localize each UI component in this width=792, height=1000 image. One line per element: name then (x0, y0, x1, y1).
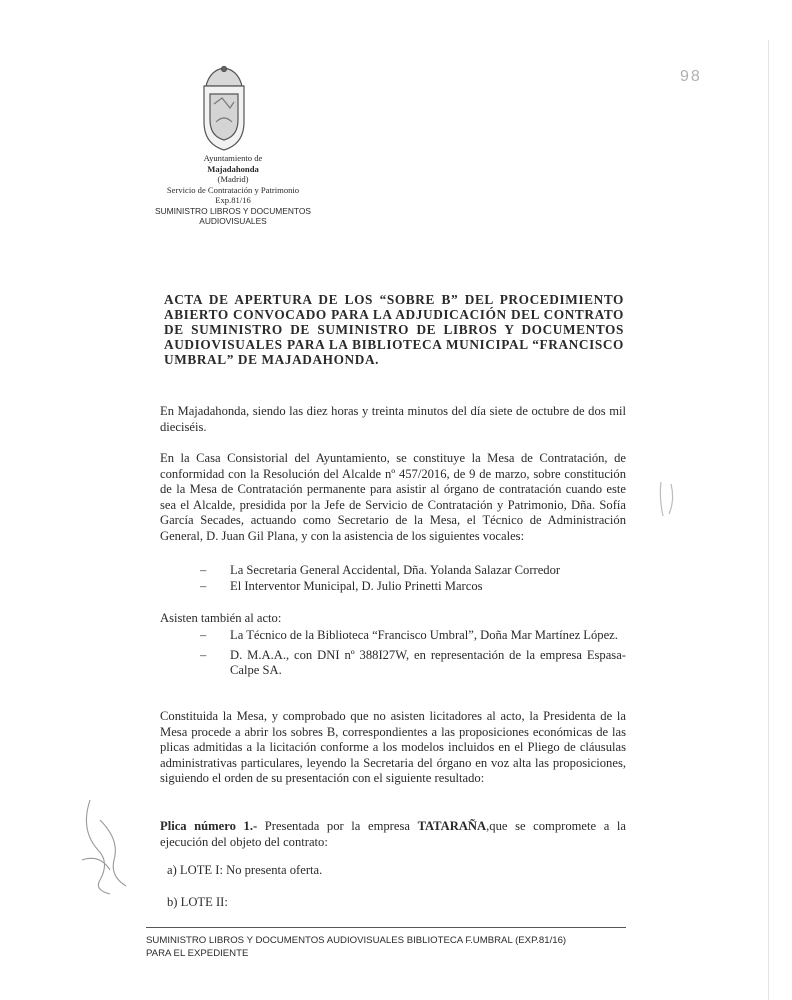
asisten-list (200, 628, 626, 679)
footer-line: SUMINISTRO LIBROS Y DOCUMENTOS AUDIOVISUALES BIBLIOTECA F.UMBRAL (EXP.81/16) (146, 935, 567, 946)
document-title: ACTA DE APERTURA DE LOS “SOBRE B” DEL PROCEDIMIENTO ABIERTO CONVOCADO PARA LA ADJUDICACIÓN DEL CONTRATO DE SUMINISTRO DE SUMINISTRO DE LIBROS Y DOCUMENTOS AUDIOVISUALES PARA LA BIBLIOTECA MUNICIPAL “FRANCISCO UMBRAL” DE MAJADAHONDA. (164, 292, 624, 367)
letterhead-line: SUMINISTRO LIBROS Y DOCUMENTOS (155, 205, 311, 216)
letterhead-line: (Madrid) (217, 174, 249, 184)
vocales-list (200, 563, 626, 594)
letterhead-line: Majadahonda (207, 163, 259, 174)
scan-edge-line (768, 40, 769, 1000)
lote-item: a) LOTE I: No presenta oferta. (167, 863, 323, 877)
list-item: – D. M.A.A., con DNI nº 388I27W, en representación de la empresa Espasa-Calpe SA. (200, 647, 626, 677)
lote-item: b) LOTE II: (167, 895, 228, 909)
list-item: – La Técnico de la Biblioteca “Francisco Umbral”, Doña Mar Martínez López. (200, 628, 618, 642)
letterhead-line: Servicio de Contratación y Patrimonio (166, 184, 300, 195)
letterhead-line: Ayuntamiento de (203, 153, 263, 163)
list-item: – La Secretaria General Accidental, Dña. Yolanda Salazar Corredor (200, 563, 561, 577)
page-number: 98 (680, 68, 702, 85)
paragraph-mesa: En la Casa Consistorial del Ayuntamiento, se constituye la Mesa de Contratación, de conformidad con la Resolución del Alcalde nº 457/2016, de 9 de marzo, sobre constitución de la Mesa de Contratación permanente para asistir al órgano de contratación cuando este sea el Alcalde, presidida por la Jefe de Servicio de Contratación y Patrimonio, Dña. Sofía García Secades, actuando como Secretario de la Mesa, el Técnico de Administración General, D. Juan Gil Plana, y con la asistencia de los siguientes vocales: (160, 451, 626, 543)
plica-label: Plica número 1.- (160, 819, 258, 833)
letterhead-line: Exp.81/16 (215, 195, 251, 205)
asisten-label: Asisten también al acto: (160, 611, 282, 625)
letterhead-line: AUDIOVISUALES (199, 216, 267, 226)
plica-paragraph: Plica número 1.- Presentada por la empresa TATARAÑA,que se compromete a la ejecución del objeto del contrato: (160, 819, 626, 849)
paragraph-intro: En Majadahonda, siendo las diez horas y treinta minutos del día siete de octubre de dos mil dieciséis. (160, 404, 626, 434)
signature-icon (70, 790, 170, 900)
footer (146, 934, 626, 960)
margin-mark-icon (655, 478, 681, 520)
list-item: – El Interventor Municipal, D. Julio Prinetti Marcos (200, 578, 483, 593)
footer-line: PARA EL EXPEDIENTE (146, 948, 249, 959)
company-name: TATARAÑA (417, 819, 487, 833)
footer-divider (146, 927, 626, 928)
paragraph-constituida: Constituida la Mesa, y comprobado que no asisten licitadores al acto, la Presidenta de la Mesa procede a abrir los sobres B, correspondientes a las proposiciones económicas de las plicas admitidas a la licitación conforme a los modelos incluidos en el Pliego de cláusulas administrativas particulares, leyendo la Secretaria del órgano en voz alta las proposiciones, siguiendo el orden de su presentación con el siguiente resultado: (160, 709, 626, 785)
coat-of-arms-icon (196, 64, 252, 154)
letterhead (148, 153, 318, 227)
